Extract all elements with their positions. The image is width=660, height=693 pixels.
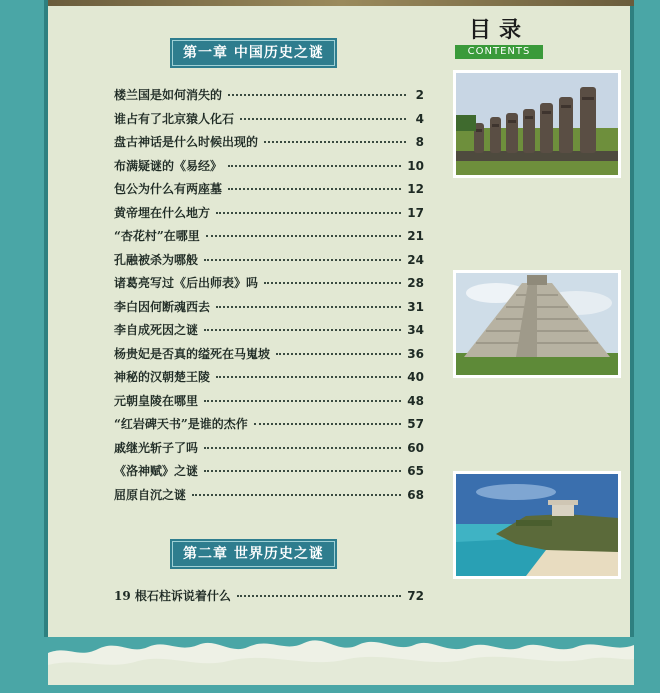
toc-entry-title: 布满疑谜的《易经》	[114, 158, 223, 173]
toc-leader-dots	[228, 188, 401, 190]
toc-leader-dots	[254, 423, 401, 425]
toc-entry-page: 28	[407, 276, 424, 290]
toc-entry-title: 谁占有了北京猿人化石	[114, 111, 235, 126]
toc-entry[interactable]	[114, 321, 424, 345]
toc-entry-title: 包公为什么有两座墓	[114, 182, 223, 196]
toc-entry-page: 72	[407, 589, 424, 603]
chapter-2-toc-list	[114, 587, 424, 611]
toc-entry[interactable]	[114, 439, 424, 463]
toc-leader-dots	[216, 212, 401, 214]
toc-entry[interactable]	[114, 587, 424, 611]
toc-entry[interactable]	[114, 486, 424, 510]
toc-entry-title: 孔融被杀为哪般	[114, 252, 199, 267]
toc-leader-dots	[192, 494, 401, 496]
toc-leader-dots	[264, 141, 406, 143]
toc-entry-title: 戚继光斩子了吗	[114, 440, 199, 455]
toc-entry-page: 68	[407, 487, 424, 502]
coastal-ruins-photo	[453, 471, 621, 579]
toc-leader-dots	[204, 470, 401, 472]
toc-entry-title: 杨贵妃是否真的缢死在马嵬坡	[114, 346, 271, 361]
toc-entry-title: 神秘的汉朝楚王陵	[114, 370, 211, 384]
toc-entry[interactable]	[114, 251, 424, 275]
toc-entry[interactable]	[114, 462, 424, 486]
toc-entry[interactable]	[114, 368, 424, 392]
toc-entry-page: 36	[407, 346, 424, 361]
toc-entry[interactable]	[114, 86, 424, 110]
toc-entry-title: 楼兰国是如何消失的	[114, 88, 223, 102]
toc-entry-page: 24	[407, 252, 424, 267]
toc-leader-dots	[237, 595, 401, 597]
toc-entry-page: 40	[407, 370, 424, 384]
toc-entry-page: 31	[407, 299, 424, 314]
toc-entry-page: 65	[407, 464, 424, 478]
toc-entry-page: 12	[407, 182, 424, 196]
toc-entry[interactable]	[114, 298, 424, 322]
toc-entry-page: 2	[415, 88, 424, 102]
toc-leader-dots	[228, 165, 401, 167]
toc-leader-dots	[204, 447, 401, 449]
toc-entry[interactable]	[114, 345, 424, 369]
right-frame-stripe	[630, 0, 634, 693]
toc-entry-page: 17	[407, 205, 424, 220]
chapter-1-toc-list	[114, 86, 424, 509]
toc-entry-page: 8	[415, 135, 424, 149]
toc-entry[interactable]	[114, 180, 424, 204]
pyramid-photo	[453, 270, 621, 378]
toc-leader-dots	[204, 400, 401, 402]
left-frame	[0, 0, 44, 693]
contents-badge	[455, 18, 543, 60]
toc-leader-dots	[240, 118, 406, 120]
toc-entry[interactable]	[114, 415, 424, 439]
toc-entry-page: 21	[407, 229, 424, 243]
toc-leader-dots	[228, 94, 406, 96]
toc-entry-page: 34	[407, 323, 424, 337]
toc-entry[interactable]	[114, 157, 424, 181]
chapter-1-heading: 第一章 中国历史之谜	[172, 40, 335, 66]
toc-leader-dots	[204, 329, 401, 331]
torn-paper-edge	[48, 625, 634, 685]
toc-entry-title: 诸葛亮写过《后出师表》吗	[114, 276, 259, 290]
toc-leader-dots	[264, 282, 401, 284]
toc-entry-page: 60	[407, 440, 424, 455]
toc-entry-title: “杏花村”在哪里	[114, 229, 200, 243]
toc-entry-title: 屈原自沉之谜	[114, 487, 187, 502]
toc-leader-dots	[216, 376, 401, 378]
toc-entry-page: 48	[407, 393, 424, 408]
toc-leader-dots	[204, 259, 401, 261]
toc-entry[interactable]	[114, 392, 424, 416]
toc-entry-title: 盘古神话是什么时候出现的	[114, 135, 259, 149]
toc-entry-title: 元朝皇陵在哪里	[114, 393, 199, 408]
toc-leader-dots	[206, 235, 401, 237]
toc-entry[interactable]	[114, 204, 424, 228]
toc-entry[interactable]	[114, 110, 424, 134]
toc-entry-title: “红岩碑天书”是谁的杰作	[114, 417, 248, 431]
toc-entry[interactable]	[114, 274, 424, 298]
right-frame	[634, 0, 660, 693]
toc-entry-title: 《洛神赋》之谜	[114, 464, 199, 478]
toc-entry-page: 10	[407, 158, 424, 173]
toc-entry-title: 黄帝埋在什么地方	[114, 205, 211, 220]
toc-leader-dots	[216, 306, 401, 308]
toc-leader-dots	[276, 353, 401, 355]
toc-entry-title: 李自成死因之谜	[114, 323, 199, 337]
toc-entry-page: 57	[407, 417, 424, 431]
contents-title-en: CONTENTS	[455, 45, 543, 59]
toc-entry[interactable]	[114, 133, 424, 157]
toc-entry[interactable]	[114, 227, 424, 251]
toc-entry-title: 李白因何断魂西去	[114, 299, 211, 314]
toc-entry-page: 4	[415, 111, 424, 126]
contents-title-cn: 目录	[468, 18, 529, 43]
moai-statues-photo	[453, 70, 621, 178]
toc-entry-title: 19 根石柱诉说着什么	[114, 589, 231, 603]
chapter-2-heading: 第二章 世界历史之谜	[172, 541, 335, 567]
